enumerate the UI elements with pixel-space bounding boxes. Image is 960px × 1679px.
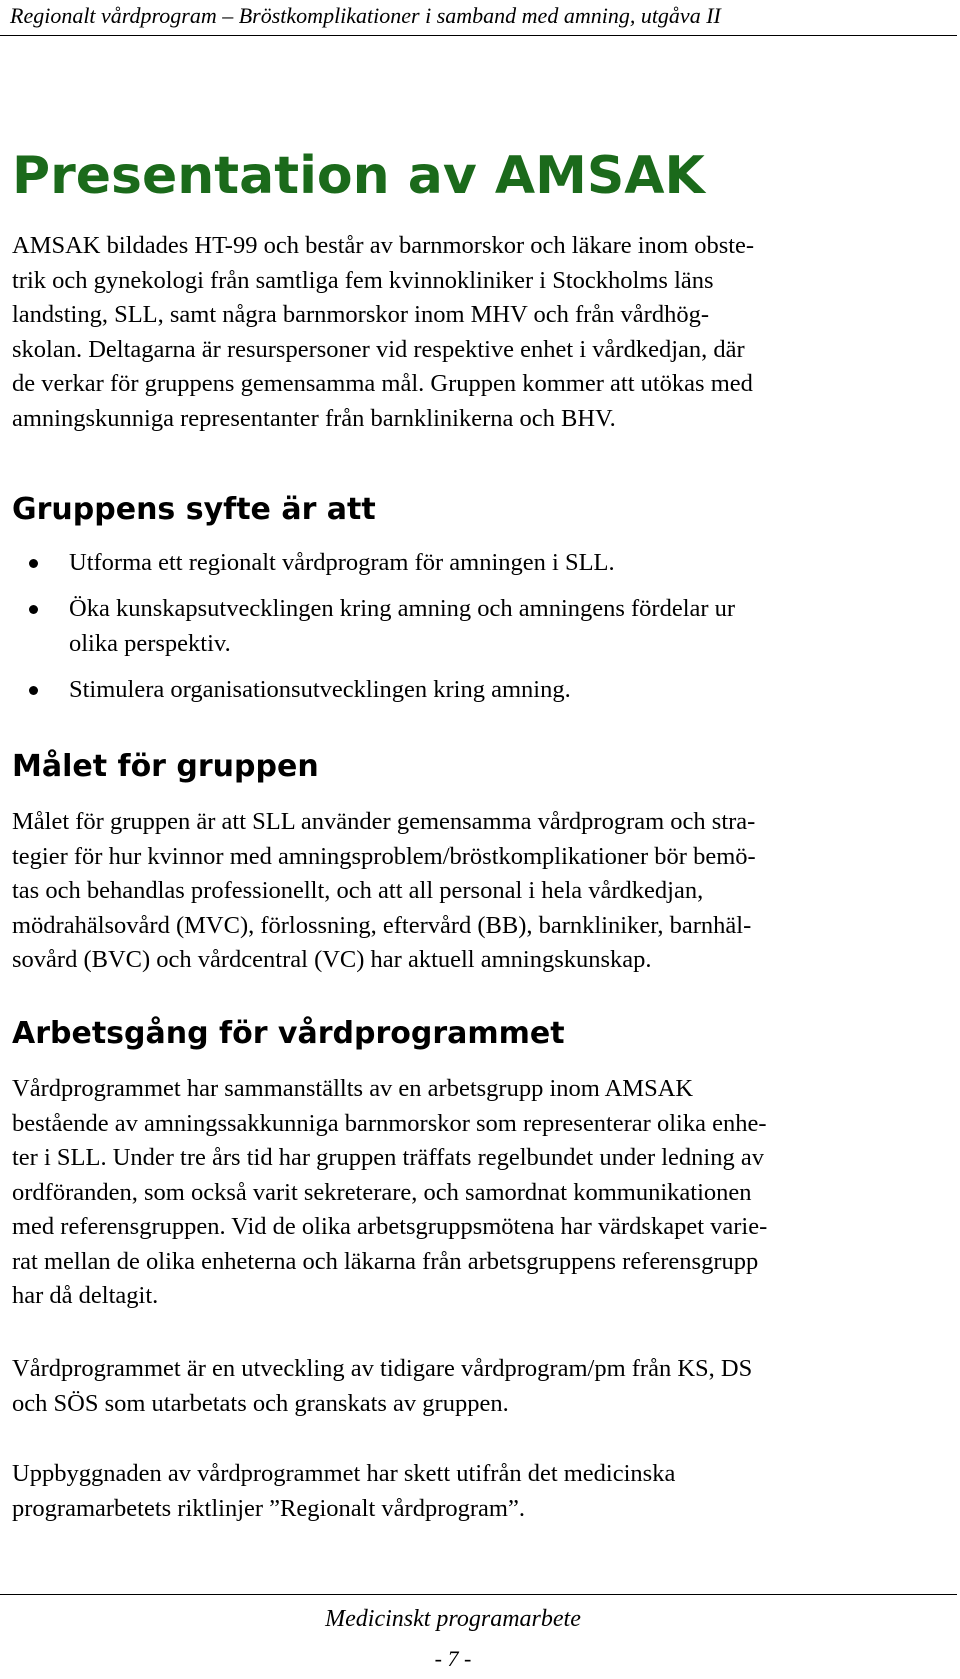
goal-line: sovård (BVC) och vårdcentral (VC) har aktuell amningskunskap. (12, 946, 652, 973)
intro-line: skolan. Deltagarna är resurspersoner vid respektive enhet i vårdkedjan, där (12, 335, 745, 363)
bullet-icon (29, 559, 38, 568)
purpose-item-text (69, 546, 939, 581)
purpose-item-text (69, 673, 939, 708)
workflow-line: ordföranden, som också varit sekreterare, och samordnat kommunikationen (12, 1178, 752, 1206)
goal-line: tas och behandlas professionellt, och att all personal i hela vårdkedjan, (12, 877, 704, 904)
intro-line: AMSAK bildades HT-99 och består av barnmorskor och läkare inom obste- (12, 232, 755, 259)
goal-paragraph (12, 805, 947, 978)
footer-rule (0, 1594, 957, 1595)
workflow-paragraph (12, 1072, 947, 1314)
goal-line: mödrahälsovård (MVC), förlossning, eftervård (BB), barnkliniker, barnhäl- (12, 911, 752, 939)
workflow-line: Vårdprogrammet har sammanställts av en arbetsgrupp inom AMSAK (12, 1075, 694, 1102)
purpose-item-line: Öka kunskapsutvecklingen kring amning och amningens fördelar ur (69, 595, 736, 622)
intro-line: landsting, SLL, samt några barnmorskor inom MHV och från vårdhög- (12, 301, 709, 328)
page-number: - 7 - (434, 1646, 472, 1671)
workflow-line: och SÖS som utarbetats och granskats av gruppen. (12, 1389, 509, 1417)
workflow-paragraph (12, 1457, 947, 1526)
bullet-icon (29, 686, 38, 695)
workflow-heading: Arbetsgång för vårdprogrammet (12, 1016, 565, 1051)
workflow-line: med referensgruppen. Vid de olika arbetsgruppsmötena har värdskapet varie- (12, 1213, 768, 1240)
bullet-icon (29, 605, 38, 614)
goal-line: tegier för hur kvinnor med amningsproblem/bröstkomplikationer bör bemö- (12, 842, 756, 870)
purpose-item-line: Utforma ett regionalt vårdprogram för amningen i SLL. (69, 549, 615, 576)
workflow-paragraph (12, 1352, 947, 1421)
workflow-line: Uppbyggnaden av vårdprogrammet har skett utifrån det medicinska (12, 1460, 676, 1487)
running-header: Regionalt vårdprogram – Bröstkomplikationer i samband med amning, utgåva II (10, 3, 721, 28)
footer-title: Medicinskt programarbete (325, 1606, 581, 1632)
workflow-line: har då deltagit. (12, 1282, 159, 1309)
intro-line: amningskunniga representanter från barnklinikerna och BHV. (12, 404, 616, 432)
intro-line: trik och gynekologi från samtliga fem kvinnokliniker i Stockholms läns (12, 266, 714, 294)
intro-paragraph (12, 229, 947, 436)
workflow-line: programarbetets riktlinjer ”Regionalt vårdprogram”. (12, 1494, 525, 1522)
goal-heading: Målet för gruppen (12, 749, 319, 784)
purpose-item-line: Stimulera organisationsutvecklingen kring amning. (69, 676, 571, 703)
workflow-line: rat mellan de olika enheterna och läkarna från arbetsgruppens referensgrupp (12, 1247, 759, 1275)
purpose-heading: Gruppens syfte är att (12, 492, 376, 527)
page-title: Presentation av AMSAK (12, 146, 705, 206)
workflow-line: bestående av amningssakkunniga barnmorskor som representerar olika enhe- (12, 1109, 767, 1137)
workflow-line: Vårdprogrammet är en utveckling av tidigare vårdprogram/pm från KS, DS (12, 1355, 753, 1382)
intro-line: de verkar för gruppens gemensamma mål. Gruppen kommer att utökas med (12, 370, 753, 397)
workflow-line: ter i SLL. Under tre års tid har gruppen träffats regelbundet under ledning av (12, 1144, 764, 1171)
purpose-item-text (69, 592, 939, 661)
header-rule (0, 35, 957, 36)
goal-line: Målet för gruppen är att SLL använder gemensamma vårdprogram och stra- (12, 808, 756, 835)
purpose-item-line: olika perspektiv. (69, 629, 231, 657)
